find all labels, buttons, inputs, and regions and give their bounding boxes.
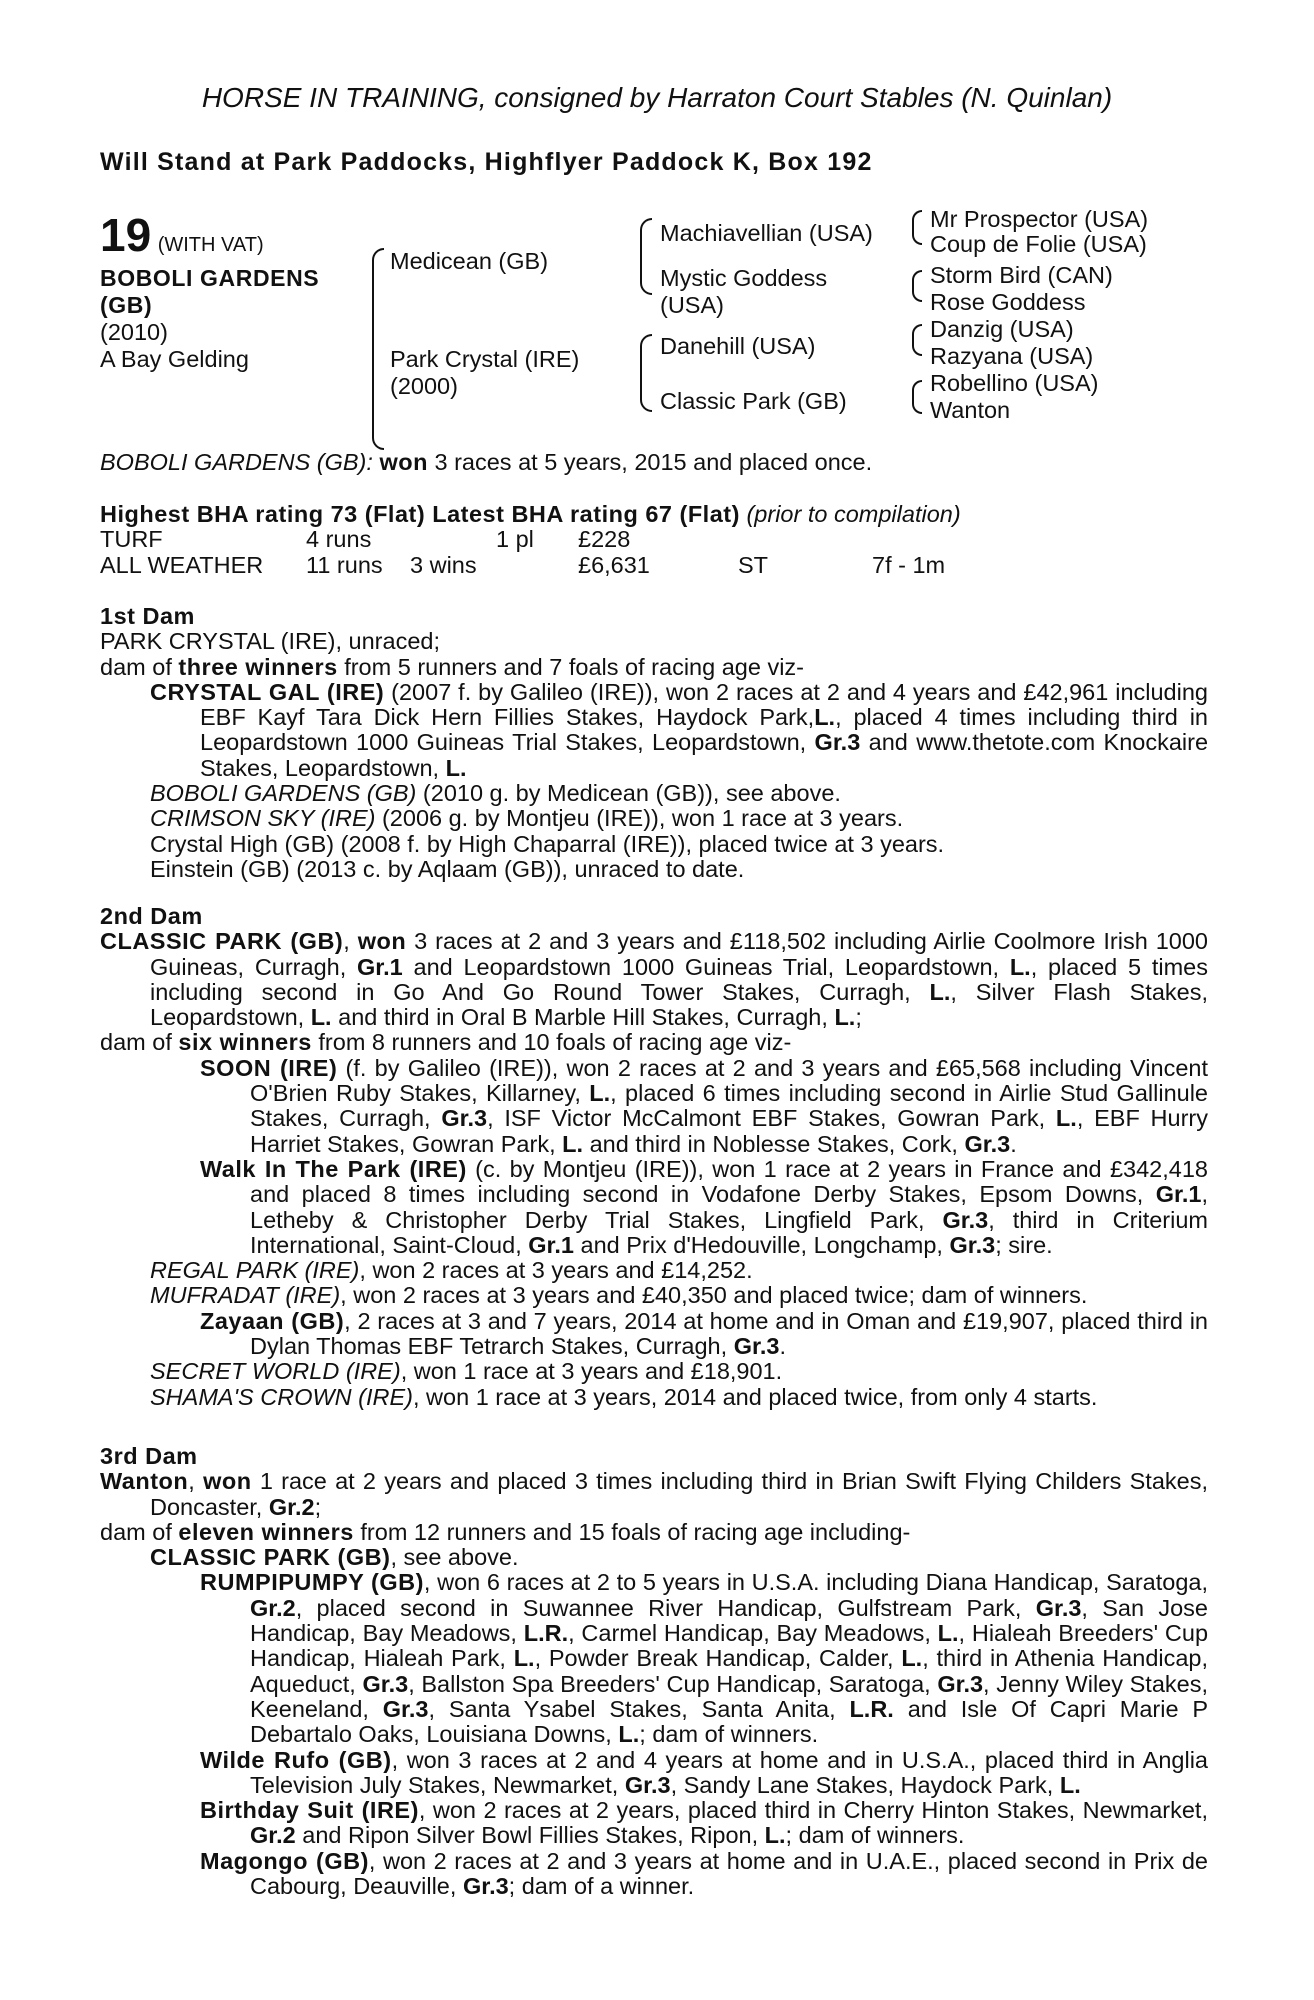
dam-line-brace-top bbox=[640, 334, 652, 376]
dam-of-winners: three winners bbox=[178, 653, 338, 680]
first-dam-heading: 1st Dam bbox=[100, 603, 195, 629]
aw-placed bbox=[496, 553, 578, 578]
sds: Storm Bird (CAN) bbox=[930, 262, 1113, 288]
produce-mufradat bbox=[100, 1283, 1208, 1308]
produce-text: , 2 races at 3 and 7 years, 2014 at home and in Oman and £19,907, placed third in Dylan Thomas EBF Tetrarch Stakes, Curragh, bbox=[250, 1307, 1208, 1360]
race-grade: Gr.2 bbox=[268, 1493, 315, 1520]
dam-dam: Classic Park (GB) bbox=[660, 388, 847, 414]
summary-name: BOBOLI GARDENS (GB) bbox=[100, 449, 367, 475]
produce-name: REGAL PARK (IRE) bbox=[150, 1257, 360, 1284]
produce-name: Wilde Rufo (GB) bbox=[200, 1746, 392, 1773]
produce-text: ; sire. bbox=[995, 1231, 1053, 1258]
produce-text: , Powder Break Handicap, Calder, bbox=[534, 1645, 894, 1672]
horse-year: (2010) bbox=[100, 319, 168, 345]
produce-name: CLASSIC PARK (GB) bbox=[150, 1544, 391, 1571]
record-text: 3 races at 2 and 3 years and £118,502 including Airlie Coolmore Irish 1000 Guineas, Curragh, bbox=[150, 928, 1208, 980]
race-grade: L.R. bbox=[849, 1695, 894, 1722]
produce-text: , won 1 race at 3 years, 2014 and placed twice, from only 4 starts. bbox=[413, 1383, 1098, 1410]
turf-runs: 4 runs bbox=[306, 526, 372, 553]
produce-text: , Ballston Spa Breeders' Cup Handicap, Saratoga, bbox=[408, 1670, 931, 1697]
turf-prize: £228 bbox=[578, 526, 631, 553]
produce-regal-park bbox=[100, 1258, 1208, 1283]
race-grade: Gr.3 bbox=[382, 1695, 429, 1722]
produce-name: MUFRADAT (IRE) bbox=[150, 1282, 341, 1309]
produce-name: Birthday Suit (IRE) bbox=[200, 1797, 419, 1824]
produce-crystal-gal bbox=[100, 680, 1208, 781]
aw-going: ST bbox=[738, 551, 769, 578]
race-grade: L. bbox=[814, 704, 836, 731]
sire: Medicean (GB) bbox=[390, 248, 549, 274]
produce-birthday-suit bbox=[100, 1798, 1208, 1849]
aw-wins: 3 wins bbox=[410, 551, 477, 578]
race-grade: L. bbox=[929, 978, 951, 1005]
produce-text: , won 2 races at 2 and 3 years at home and in U.A.E., placed second in Prix de Cabourg, Deauville, bbox=[250, 1847, 1208, 1900]
race-grade: Gr.2 bbox=[250, 1594, 296, 1621]
race-grade: Gr.3 bbox=[937, 1670, 984, 1697]
produce-text: , Jenny Wiley Stakes, Keeneland, bbox=[250, 1670, 1209, 1722]
race-grade: Gr.3 bbox=[733, 1333, 780, 1360]
dam-year: (2000) bbox=[390, 373, 458, 399]
produce-text: , Hialeah Breeders' Cup Handicap, Hialeah Park, bbox=[250, 1620, 1209, 1672]
brace-g3-2b bbox=[912, 286, 922, 302]
produce-text: , ISF Victor McCalmont EBF Stakes, Gowran Park, bbox=[487, 1105, 1046, 1132]
produce-rumpipumpy bbox=[100, 1570, 1208, 1747]
ssd: Coup de Folie (USA) bbox=[930, 231, 1147, 257]
sire-line-brace-top bbox=[640, 218, 652, 265]
dam-brace bbox=[372, 348, 384, 450]
produce-wilde-rufo bbox=[100, 1748, 1208, 1799]
produce-name: RUMPIPUMPY (GB) bbox=[200, 1569, 424, 1596]
produce-text: and Isle Of Capri Marie P Debartalo Oaks, Louisiana Downs, bbox=[250, 1695, 1209, 1748]
race-grade: L. bbox=[1059, 1771, 1081, 1798]
produce-text: , Letheby & Christopher Derby Trial Stakes, Lingfield Park, bbox=[250, 1181, 1209, 1233]
produce-name: BOBOLI GARDENS (GB) bbox=[150, 780, 417, 807]
record-text: ; bbox=[855, 1004, 862, 1031]
produce-text: . bbox=[779, 1333, 786, 1360]
produce-text: (2006 g. by Montjeu (IRE)), won 1 race at 3 years. bbox=[381, 805, 904, 832]
produce-text: (f. by Galileo (IRE)), won 2 races at 2 and 3 years and £65,568 including Vincent O'Brien Ruby Stakes, Killarney, bbox=[250, 1054, 1209, 1107]
sire-sire: Machiavellian (USA) bbox=[660, 220, 873, 246]
race-grade: Gr.3 bbox=[814, 729, 861, 756]
dam-sire: Danehill (USA) bbox=[660, 333, 816, 359]
rating-note: (prior to compilation) bbox=[746, 501, 961, 527]
produce-text: , third in Criterium International, Saint-Cloud, bbox=[250, 1206, 1208, 1258]
dds: Robellino (USA) bbox=[930, 370, 1099, 396]
third-dam-summary bbox=[100, 1520, 1208, 1545]
record-text: and third in Oral B Marble Hill Stakes, Curragh, bbox=[338, 1004, 828, 1031]
dam-of-pre: dam of bbox=[100, 1518, 172, 1545]
second-dam-section bbox=[100, 904, 1208, 1410]
record-text: , placed 5 times including second in Go And Go Round Tower Stakes, Curragh, bbox=[150, 953, 1208, 1005]
turf-placed: 1 pl bbox=[496, 526, 534, 553]
race-grade: L. bbox=[589, 1080, 611, 1107]
summary-won: won bbox=[379, 449, 428, 475]
race-grade: Gr.2 bbox=[250, 1822, 296, 1849]
produce-zayaan bbox=[100, 1309, 1208, 1360]
dam-of-winners: eleven winners bbox=[178, 1518, 354, 1545]
brace-g3-4b bbox=[912, 396, 922, 414]
produce-name: CRIMSON SKY (IRE) bbox=[150, 805, 376, 832]
first-dam-summary bbox=[100, 655, 1208, 680]
aw-surface: ALL WEATHER bbox=[100, 551, 264, 578]
won-label: won bbox=[203, 1468, 252, 1495]
produce-text: ; dam of a winner. bbox=[508, 1873, 695, 1900]
summary-colon: : bbox=[366, 449, 373, 475]
race-grade: L. bbox=[1009, 953, 1031, 980]
second-dam-summary bbox=[100, 1030, 1208, 1055]
race-grade: L. bbox=[764, 1822, 786, 1849]
produce-text: , Sandy Lane Stakes, Haydock Park, bbox=[670, 1771, 1054, 1798]
produce-text: , placed second in Suwannee River Handicap, Gulfstream Park, bbox=[295, 1594, 1022, 1621]
aw-dist: 7f - 1m bbox=[872, 551, 946, 578]
brace-g3-1b bbox=[912, 227, 922, 245]
produce-name: Magongo (GB) bbox=[200, 1847, 369, 1874]
produce-einstein: Einstein (GB) (2013 c. by Aqlaam (GB)), unraced to date. bbox=[150, 855, 745, 882]
produce-text: and Ripon Silver Bowl Fillies Stakes, Ripon, bbox=[302, 1822, 759, 1849]
race-grade: Gr.3 bbox=[942, 1206, 989, 1233]
race-grade: L. bbox=[901, 1645, 923, 1672]
sire-line-brace-bottom bbox=[640, 263, 652, 295]
produce-name: CRYSTAL GAL (IRE) bbox=[150, 678, 385, 705]
produce-text: , won 2 races at 2 years, placed third in Cherry Hinton Stakes, Newmarket, bbox=[418, 1797, 1208, 1824]
lot-number: 19 bbox=[100, 209, 152, 261]
dsd: Razyana (USA) bbox=[930, 343, 1094, 369]
sire-dam: Mystic Goddess bbox=[660, 265, 828, 291]
sdd: Rose Goddess bbox=[930, 289, 1086, 315]
produce-text: , won 2 races at 3 years and £14,252. bbox=[359, 1257, 753, 1284]
produce-name: SOON (IRE) bbox=[200, 1054, 338, 1081]
record-text: , Silver Flash Stakes, Leopardstown, bbox=[150, 978, 1208, 1031]
aw-prize: £6,631 bbox=[578, 551, 650, 578]
dam: Park Crystal (IRE) bbox=[390, 346, 580, 372]
rating-row-aw bbox=[100, 553, 1208, 578]
dam-of-post: from 5 runners and 7 foals of racing age viz- bbox=[344, 653, 804, 680]
produce-text: and www.thetote.com Knockaire Stakes, Leopardstown, bbox=[200, 729, 1209, 781]
sss: Mr Prospector (USA) bbox=[930, 206, 1149, 232]
record-text: 1 race at 2 years and placed 3 times including third in Brian Swift Flying Childers Stakes, Doncaster, bbox=[150, 1468, 1209, 1520]
produce-name: SECRET WORLD (IRE) bbox=[150, 1358, 401, 1385]
pedigree-block bbox=[0, 200, 1314, 440]
produce-name: Walk In The Park (IRE) bbox=[200, 1155, 467, 1182]
race-grade: L. bbox=[834, 1004, 856, 1031]
summary-line bbox=[100, 450, 1208, 475]
third-dam-record: Wanton, won 1 race at 2 years and placed 3 times including third in Brian Swift Flying Childers Stakes, Doncaster, Gr.2; bbox=[100, 1468, 1209, 1520]
produce-text: , see above. bbox=[390, 1544, 519, 1571]
produce-name: SHAMA'S CROWN (IRE) bbox=[150, 1383, 413, 1410]
produce-text: (2010 g. by Medicean (GB)), see above. bbox=[422, 780, 841, 807]
produce-text: (c. by Montjeu (IRE)), won 1 race at 2 years in France and £342,418 and placed 8 times including second in Vodafone Derby Stakes, Epsom Downs, bbox=[250, 1155, 1208, 1208]
horse-country: (GB) bbox=[100, 292, 153, 318]
produce-text: , won 3 races at 2 and 4 years at home and in U.S.A., placed third in Anglia Television July Stakes, Newmarket, bbox=[250, 1746, 1209, 1798]
race-grade: L. bbox=[513, 1645, 535, 1672]
race-grade: L. bbox=[445, 754, 467, 781]
produce-text: , Carmel Handicap, Bay Meadows, bbox=[568, 1620, 931, 1647]
race-grade: L. bbox=[937, 1620, 959, 1647]
produce-text: , placed 6 times including second in Airlie Stud Gallinule Stakes, Curragh, bbox=[250, 1080, 1208, 1132]
lot-vat: (WITH VAT) bbox=[157, 234, 264, 256]
dam-of-winners: six winners bbox=[178, 1029, 312, 1056]
ddd: Wanton bbox=[930, 397, 1011, 423]
race-grade: Gr.3 bbox=[462, 1873, 509, 1900]
record-text: and Leopardstown 1000 Guineas Trial, Leopardstown, bbox=[413, 953, 1000, 980]
race-grade: Gr.1 bbox=[357, 953, 403, 980]
dam-of-pre: dam of bbox=[100, 1029, 172, 1056]
page-heading: HORSE IN TRAINING, consigned by Harraton Court Stables (N. Quinlan) bbox=[201, 82, 1113, 113]
horse-description: A Bay Gelding bbox=[100, 346, 249, 372]
produce-crystal-high: Crystal High (GB) (2008 f. by High Chaparral (IRE)), placed twice at 3 years. bbox=[150, 830, 945, 857]
second-dam-record: CLASSIC PARK (GB), won 3 races at 2 and 3 years and £118,502 including Airlie Coolmore Irish 1000 Guineas, Curragh, Gr.1 and Leopardstown 1000 Guineas Trial, Leopardstown, L., placed 5 times including second in Go And Go Round Tower Stakes, Curragh, L., Silver Flash Stakes, Leopardstown, L. and third in Oral B Marble Hill Stakes, Curragh, L.; bbox=[100, 928, 1208, 1031]
produce-shamas-crown bbox=[100, 1385, 1208, 1410]
produce-magongo bbox=[100, 1849, 1208, 1900]
produce-text: (2007 f. by Galileo (IRE)), won 2 races at 2 and 4 years and £42,961 including EBF Kayf Tara Dick Hern Fillies Stakes, Haydock Park, bbox=[200, 678, 1208, 731]
produce-text: and third in Noblesse Stakes, Cork, bbox=[589, 1130, 958, 1157]
lot-heading bbox=[100, 209, 264, 261]
brace-g3-3b bbox=[912, 340, 922, 356]
third-dam-heading: 3rd Dam bbox=[100, 1443, 198, 1469]
horse-name: BOBOLI GARDENS bbox=[100, 265, 320, 291]
produce-text: , third in Athenia Handicap, Aqueduct, bbox=[250, 1645, 1209, 1697]
dam-of-post: from 12 runners and 15 foals of racing age including- bbox=[360, 1518, 911, 1545]
produce-text: ; dam of winners. bbox=[785, 1822, 965, 1849]
rating-bold: Highest BHA rating 73 (Flat) Latest BHA rating 67 (Flat) bbox=[100, 501, 740, 527]
race-grade: Gr.1 bbox=[1155, 1181, 1202, 1208]
produce-text: ; dam of winners. bbox=[639, 1721, 819, 1748]
produce-text: and Prix d'Hedouville, Longchamp, bbox=[580, 1231, 943, 1258]
race-grade: Gr.3 bbox=[964, 1130, 1011, 1157]
turf-wins bbox=[410, 527, 496, 552]
race-grade: L.R. bbox=[523, 1620, 569, 1647]
race-grade: L. bbox=[618, 1721, 640, 1748]
dam-of-post: from 8 runners and 10 foals of racing age viz- bbox=[318, 1029, 792, 1056]
race-grade: Gr.3 bbox=[949, 1231, 996, 1258]
first-dam-section bbox=[100, 604, 1208, 882]
produce-walk-in-the-park bbox=[100, 1157, 1208, 1258]
produce-name: Zayaan (GB) bbox=[200, 1307, 345, 1334]
race-grade: Gr.3 bbox=[441, 1105, 488, 1132]
first-dam-line: PARK CRYSTAL (IRE), unraced; bbox=[100, 628, 440, 655]
record-text: ; bbox=[314, 1493, 322, 1520]
produce-text: , won 2 races at 3 years and £40,350 and placed twice; dam of winners. bbox=[340, 1282, 1088, 1309]
dss: Danzig (USA) bbox=[930, 316, 1074, 342]
produce-text: , won 1 race at 3 years and £18,901. bbox=[400, 1358, 783, 1385]
dam-of-pre: dam of bbox=[100, 653, 172, 680]
produce-soon bbox=[100, 1056, 1208, 1157]
race-grade: Gr.1 bbox=[528, 1231, 574, 1258]
dam-name: Wanton bbox=[100, 1468, 189, 1495]
won-label: won bbox=[357, 928, 407, 955]
third-dam-section bbox=[100, 1444, 1208, 1899]
turf-going bbox=[738, 527, 872, 552]
rating-row-turf bbox=[100, 527, 1208, 552]
rating-block bbox=[100, 502, 1208, 578]
turf-surface: TURF bbox=[100, 526, 163, 553]
dam-name: CLASSIC PARK (GB) bbox=[100, 928, 344, 955]
race-grade: L. bbox=[310, 1004, 332, 1031]
sire-dam-country: (USA) bbox=[660, 292, 724, 318]
race-grade: L. bbox=[562, 1130, 584, 1157]
summary-rest: 3 races at 5 years, 2015 and placed once. bbox=[434, 449, 873, 475]
race-grade: Gr.3 bbox=[624, 1771, 671, 1798]
produce-text: . bbox=[1010, 1130, 1017, 1157]
aw-runs: 11 runs bbox=[306, 551, 383, 578]
produce-secret-world bbox=[100, 1359, 1208, 1384]
produce-text: , San Jose Handicap, Bay Meadows, bbox=[250, 1594, 1208, 1647]
dam-line-brace-bottom bbox=[640, 374, 652, 412]
produce-text: , Santa Ysabel Stakes, Santa Anita, bbox=[428, 1695, 836, 1722]
produce-text: , won 6 races at 2 to 5 years in U.S.A. including Diana Handicap, Saratoga, bbox=[423, 1569, 1209, 1596]
produce-classic-park bbox=[100, 1545, 1208, 1570]
stand-location: Will Stand at Park Paddocks, Highflyer Paddock K, Box 192 bbox=[100, 148, 873, 176]
produce-crimson-sky bbox=[100, 806, 1208, 831]
race-grade: L. bbox=[1055, 1105, 1077, 1132]
produce-text: , EBF Hurry Harriet Stakes, Gowran Park, bbox=[250, 1105, 1209, 1157]
race-grade: Gr.3 bbox=[1035, 1594, 1082, 1621]
produce-text: , placed 4 times including third in Leopardstown 1000 Guineas Trial Stakes, Leopardstown, bbox=[200, 704, 1208, 756]
second-dam-heading: 2nd Dam bbox=[100, 903, 203, 929]
race-grade: Gr.3 bbox=[362, 1670, 409, 1697]
produce-boboli bbox=[100, 781, 1208, 806]
rating-line bbox=[100, 502, 1208, 527]
